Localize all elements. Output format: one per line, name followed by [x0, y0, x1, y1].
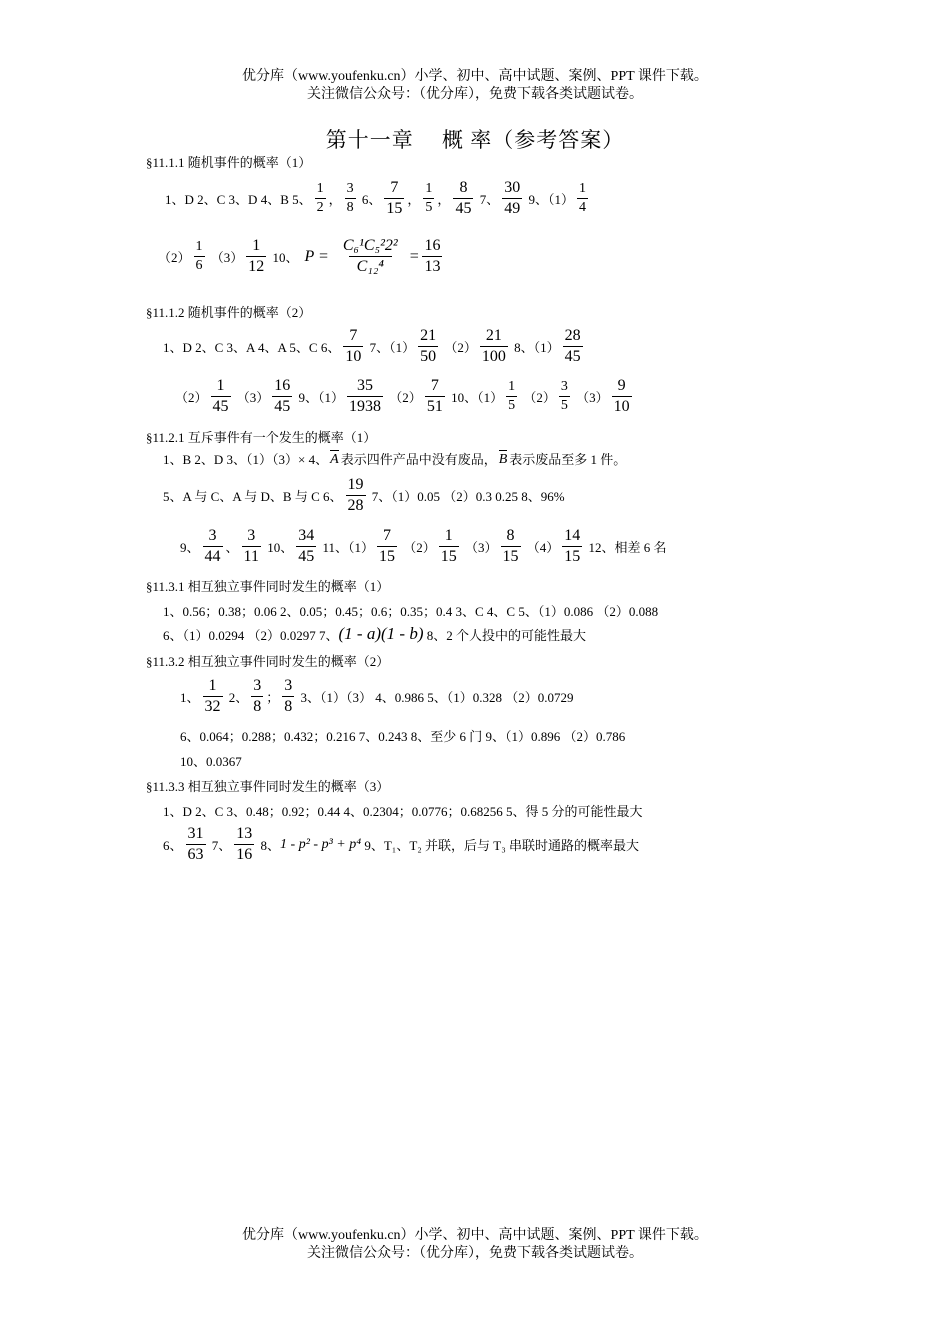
- answer-line: 6、0.064；0.288；0.432；0.216 7、0.243 8、至少 6 门 9、（1）0.896 （2）0.786: [180, 729, 626, 744]
- answer-line: 9、 $\frac{3}{44}$ 、 $\frac{3}{11}$ 10、 $\frac{34}{45}$ 11、（1） $\frac{7}{15}$ （2） $\frac{1}{15}$ （3） $\frac{8}{15}$ （4） $\frac{14}{15}$ 12、相差 6 名: [180, 527, 667, 565]
- answer-line: （2） $\frac{1}{45}$ （3） $\frac{16}{45}$ 9、（1） $\frac{35}{1938}$ （2） $\frac{7}{51}$ 10、（1） $\frac{1}{5}$ （2） $\frac{3}{5}$ （3） $\frac{9}{10}$: [175, 377, 630, 415]
- fraction: $\frac{7}{10}$: [345, 327, 362, 365]
- fraction: $\frac{21}{50}$: [420, 327, 437, 365]
- answer-line: 6、 $\frac{31}{63}$ 7、 $\frac{13}{16}$ 8、 1 - p² - p³ + p⁴ 9、T₁、T₂ 并联，后与 T₃ 串联时通路的概率最大: [163, 825, 640, 863]
- fraction: $\frac{1}{6}$: [195, 239, 203, 273]
- answer-line: 1、D 2、C 3、A 4、A 5、C 6、 $\frac{7}{10}$ 7、（1） $\frac{21}{50}$ （2） $\frac{21}{100}$ 8、（1） $\frac{28}{45}$: [163, 327, 581, 365]
- fraction: $\frac{1}{32}$: [204, 677, 221, 715]
- fraction: $\frac{8}{45}$: [455, 179, 472, 217]
- fraction: $\frac{16}{13}$: [424, 237, 441, 275]
- formula-polynomial: 1 - p² - p³ + p⁴: [280, 836, 362, 852]
- fraction: $\frac{3}{44}$: [204, 527, 221, 565]
- fraction: $\frac{8}{15}$: [502, 527, 519, 565]
- formula-p: P =: [304, 247, 329, 265]
- fraction: $\frac{1}{2}$: [316, 181, 324, 215]
- fraction: $\frac{9}{10}$: [613, 377, 630, 415]
- fraction: $\frac{13}{16}$: [236, 825, 253, 863]
- fraction: $\frac{28}{45}$: [564, 327, 581, 365]
- header-line-1: 优分库（www.youfenku.cn）小学、初中、高中试题、案例、PPT 课件下载。: [242, 69, 708, 84]
- answer-line: （2） $\frac{1}{6}$ （3） $\frac{1}{12}$ 10、 P = $\frac{\text{C₆¹C₅²2²}}{\text{C₁₂⁴}}$ = $\frac{16}{13}$: [158, 237, 441, 275]
- fraction: $\frac{3}{8}$: [346, 181, 354, 215]
- footer-line-1: 优分库（www.youfenku.cn）小学、初中、高中试题、案例、PPT 课件下载。: [242, 1228, 708, 1243]
- section-11-3-2-title: §11.3.2 相互独立事件同时发生的概率（2）: [146, 654, 390, 669]
- section-11-1-2-title: §11.1.2 随机事件的概率（2）: [146, 305, 312, 320]
- answer-text: 1、D 2、C 3、D 4、B 5、: [165, 192, 312, 207]
- header-line-2: 关注微信公众号：（优分库），免费下载各类试题试卷。: [307, 87, 643, 102]
- section-11-3-3-title: §11.3.3 相互独立事件同时发生的概率（3）: [146, 779, 390, 794]
- fraction: $\frac{1}{5}$: [425, 181, 433, 215]
- fraction: $\frac{7}{15}$: [378, 527, 395, 565]
- answer-line: 1、B 2、D 3、（1）（3）× 4、 A 表示四件产品中没有废品， B 表示废品至多 1 件。: [163, 451, 627, 467]
- fraction: $\frac{1}{4}$: [578, 181, 586, 215]
- fraction: $\frac{7}{51}$: [426, 377, 443, 415]
- answer-line: 10、0.0367: [180, 754, 242, 769]
- section-11-2-1-title: §11.2.1 互斥事件有一个发生的概率（1）: [146, 430, 377, 445]
- answer-line: 1、D 2、C 3、0.48；0.92；0.44 4、0.2304；0.0776；0.68256 5、得 5 分的可能性最大: [163, 804, 643, 819]
- fraction: $\frac{34}{45}$: [298, 527, 315, 565]
- complement-a: A: [330, 451, 339, 467]
- fraction: $\frac{3}{8}$: [253, 677, 262, 715]
- fraction: $\frac{30}{49}$: [504, 179, 521, 217]
- fraction: $\frac{16}{45}$: [274, 377, 291, 415]
- fraction: $\frac{35}{1938}$: [349, 377, 382, 415]
- complement-b: B: [498, 451, 508, 467]
- section-11-3-1-title: §11.3.1 相互独立事件同时发生的概率（1）: [146, 579, 390, 594]
- footer-line-2: 关注微信公众号：（优分库），免费下载各类试题试卷。: [307, 1246, 643, 1261]
- fraction: $\frac{7}{15}$: [386, 179, 403, 217]
- answer-line: 1、0.56；0.38；0.06 2、0.05；0.45；0.6；0.35；0.4 3、C 4、C 5、（1）0.086 （2）0.088: [163, 604, 659, 619]
- answer-line: 6、（1）0.0294 （2）0.0297 7、 (1 - a)(1 - b) 8、2 个人投中的可能性最大: [163, 624, 586, 643]
- formula-fraction: $\frac{\text{C₆¹C₅²2²}}{\text{C₁₂⁴}}$: [342, 237, 398, 275]
- fraction: $\frac{19}{28}$: [347, 476, 364, 514]
- fraction: $\frac{3}{8}$: [284, 677, 293, 715]
- fraction: $\frac{1}{15}$: [440, 527, 457, 565]
- fraction: $\frac{1}{45}$: [212, 377, 229, 415]
- formula-product: (1 - a)(1 - b): [338, 624, 424, 643]
- section-11-1-1-title: §11.1.1 随机事件的概率（1）: [146, 155, 312, 170]
- fraction: $\frac{14}{15}$: [564, 527, 581, 565]
- fraction: $\frac{3}{5}$: [560, 379, 568, 413]
- page-title: 第十一章 概 率（参考答案）: [325, 128, 625, 152]
- answer-line: 5、A 与 C、A 与 D、B 与 C 6、 $\frac{19}{28}$ 7、（1）0.05 （2）0.3 0.25 8、96%: [163, 476, 565, 514]
- fraction: $\frac{1}{12}$: [248, 237, 265, 275]
- fraction: $\frac{31}{63}$: [187, 825, 204, 863]
- fraction: $\frac{3}{11}$: [243, 527, 259, 565]
- fraction: $\frac{1}{5}$: [508, 379, 516, 413]
- fraction: $\frac{21}{100}$: [481, 327, 506, 365]
- answer-line: 1、D 2、C 3、D 4、B 5、 $\frac{1}{2}$ ， $\frac{3}{8}$ 6、 $\frac{7}{15}$ ， $\frac{1}{5}$ ， $\frac{8}{45}$ 7、 $\frac{30}{49}$ 9、（1） $\frac{1}{4}$: [165, 179, 586, 217]
- answer-line: 1、 $\frac{1}{32}$ 2、 $\frac{3}{8}$ ； $\frac{3}{8}$ 3、（1）（3） 4、0.986 5、（1）0.328 （2）0.0729: [180, 677, 574, 715]
